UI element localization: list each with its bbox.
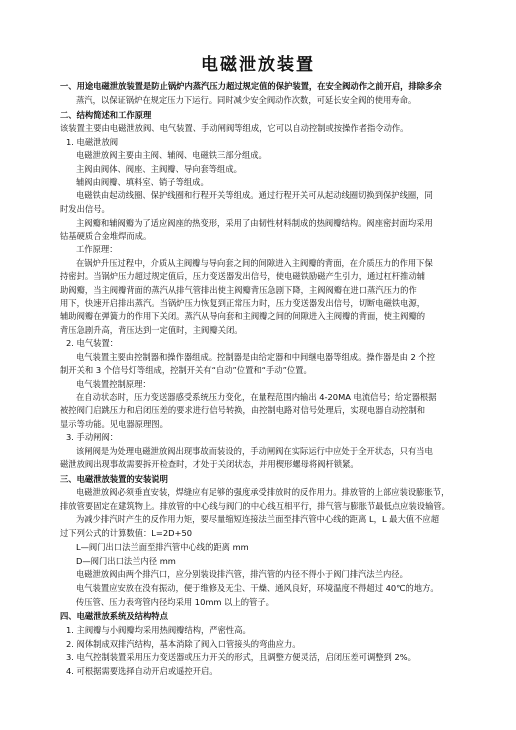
text-line: 在锅炉升压过程中，介质从主阀瓣与导向套之间的间隙进入主阀瓣的背面，在介质压力的作用下保	[76, 258, 433, 268]
section-heading: 一、用途电磁泄放装置是防止锅炉内蒸汽压力超过规定值的保护装置，在安全阀动作之前开启，排除多余	[60, 81, 442, 91]
text-line: 2. 电气装置：	[66, 338, 119, 348]
text-line: D—阀门出口法兰内径 mm	[76, 556, 176, 566]
text-line: 电磁泄放阀必须垂直安装，焊缝应有足够的强度承受排放时的反作用力。排放管的上部应装设膨胀节，	[76, 487, 450, 497]
text-line: 助阀瓣，当主阀瓣背面的蒸汽从排气管排出使主阀瓣背压急剧下降，主阀阀瓣在进口蒸汽压力的作	[60, 285, 417, 295]
text-line: 磁泄放阀出现事故需要拆开检查时，才处于关闭状态，并用楔形螺母将阀杆锁紧。	[60, 459, 359, 469]
text-line: 电气装置主要由控制器和操作器组成。控制器是由给定器和中间继电器等组成。操作器是由 2 个控	[76, 352, 436, 362]
text-line: 显示等功能。见电器原理图。	[60, 419, 168, 429]
text-line: 时发出信号。	[60, 204, 110, 214]
text-line: 被控阀门启跳压力和启闭压差的要求进行信号转换，由控制电路对信号处理后，实现电器自动控制和	[60, 405, 426, 415]
text-line: 排放管要固定在建筑物上。排放管的中心线与阀门的中心线互相平行，排气管与膨胀节最低点应装设输管。	[60, 501, 450, 511]
section-heading: 三、电磁泄放装置的安装说明	[60, 474, 168, 484]
text-line: 电气装置控制原理：	[76, 379, 151, 389]
text-line: 4. 可根据需要选择自动开启或遥控开启。	[66, 666, 218, 676]
text-line: 该装置主要由电磁泄放阀、电气装置、手动闸阀等组成，它可以自动控制或按操作者指令动作。	[60, 123, 409, 133]
section-heading: 四、电磁泄放系统及结构特点	[60, 611, 168, 621]
text-line: 电气装置应安放在没有振动，便于维修及无尘、干燥、通风良好，环境温度不得超过 40℃的地方。	[76, 583, 439, 593]
text-line: L—阀门出口法兰面至排汽管中心线的距离 mm	[76, 542, 249, 552]
text-line: 1. 主阀瓣与小阀瓣均采用热阀瓣结构，严密性高。	[66, 625, 251, 635]
text-line: 电磁泄放阀主要由主阀、辅阀、电磁铁三部分组成。	[76, 150, 267, 160]
text-line: 辅助阀瓣在弹簧力的作用下关闭。蒸汽从导向套和主阀瓣之间的间隙进入主阀瓣的背面，使主阀瓣的	[60, 311, 426, 321]
text-line: 蒸汽，以保证锅炉在规定压力下运行。同时减少安全阀动作次数，可延长安全阀的使用寿命。	[76, 95, 417, 105]
text-line: 辅阀由阀瓣、填料室、销子等组成。	[76, 177, 209, 187]
text-line: 用下，快速开启排出蒸汽。当锅炉压力恢复到正常压力时，压力变送器发出信号，切断电磁铁电源，	[60, 298, 426, 308]
text-line: 为减少排汽时产生的反作用力矩，要尽量缩短连接法兰面至排汽管中心线的距离 L，L 最大值不应超	[76, 514, 439, 524]
text-line: 主阀瓣和辅阀瓣为了适应阀座的热变形，采用了由韧性材料制成的热阀瓣结构。阀座密封面均采用	[76, 218, 433, 228]
text-line: 工作原理：	[76, 244, 118, 254]
text-line: 过下列公式的计算数值：L=2D+50	[60, 528, 193, 538]
text-line: 电磁铁由起动线圈、保护线圈和行程开关等组成。通过行程开关可从起动线圈切换到保护线圈，同	[76, 190, 433, 200]
document-title: 电磁泄放装置	[201, 55, 315, 75]
text-line: 传压管、压力表弯管内径均采用 10mm 以上的管子。	[76, 597, 274, 607]
section-heading: 二、结构简述和工作原理	[60, 110, 152, 120]
text-line: 钴基硬质合金堆焊而成。	[60, 231, 152, 241]
text-line: 2. 阀体制成双排汽结构，基本消除了阀入口管接头的弯曲应力。	[66, 639, 301, 649]
text-line: 制开关和 3 个信号灯等组成，控制开关有“自动”位置和“手动”位置。	[60, 365, 312, 375]
text-line: 3. 手动闸阀：	[66, 432, 119, 442]
text-line: 1. 电磁泄放阀	[66, 137, 119, 147]
text-line: 在自动状态时，压力变送器感受系统压力变化，在量程范围内输出 4-20MA 电流信号；给定器根据	[76, 392, 437, 402]
text-line: 3. 电气控制装置采用压力变送器或压力开关的形式，且调整方便灵活，启闭压差可调整到 2%。	[66, 652, 416, 662]
text-line: 该闸阀是为处理电磁泄放阀出现事故而装设的，手动闸阀在实际运行中应处于全开状态，只有当电	[76, 446, 433, 456]
text-line: 持密封。当锅炉压力超过规定值后，压力变送器发出信号，使电磁铁励磁产生引力，通过杠杆推动辅	[60, 271, 426, 281]
text-line: 背压急剧升高，背压达到一定值时，主阀瓣关闭。	[60, 325, 243, 335]
text-line: 电磁泄放阀由两个排汽口，应分别装设排汽管，排汽管的内径不得小于阀门排汽法兰内径。	[76, 569, 408, 579]
text-line: 主阀由阀体、阀座、主阀瓣、导向套等组成。	[76, 164, 242, 174]
